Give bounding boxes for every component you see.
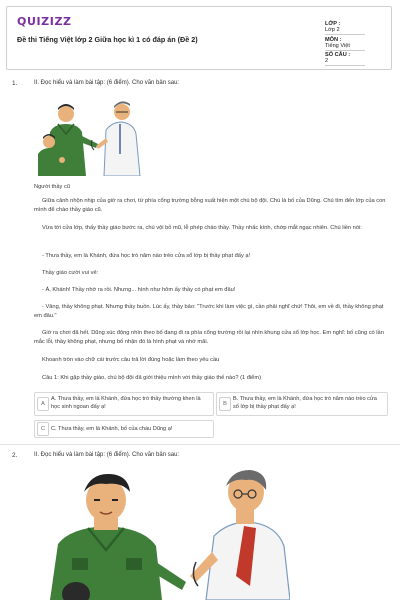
instruction-text: Khoanh tròn vào chữ cái trước câu trả lời đúng hoặc làm theo yêu cầu	[42, 357, 220, 363]
page-title: Đề thi Tiếng Việt lớp 2 Giữa học kì 1 có đáp án (Đề 2)	[17, 35, 198, 44]
story-paragraph-5: - À, Khánh! Thầy nhớ ra rồi. Nhưng... hình như hôm ấy thầy có phạt em đâu!	[42, 287, 236, 293]
story-paragraph-6: - Vâng, thầy không phạt. Nhưng thầy buồn. Lúc ấy, thầy bảo: "Trước khi làm việc gì, cần phải nghĩ chứ! Thôi, em về đi, thầy không phạt em đâu."	[34, 304, 384, 319]
story-paragraph-7: Giờ ra chơi đã hết. Dũng xúc động nhìn theo bố đang đi ra phía cổng trường rồi lại nhìn khung cửa sổ lớp học. Em nghĩ: bố cũng có lần mắc lỗi, thầy không phạt, nhưng bố nhận đó là hình phạt và nhớ mãi.	[34, 330, 384, 345]
quizizz-logo: QUIZIZZ	[17, 15, 72, 28]
option-c[interactable]	[34, 420, 214, 438]
question-divider	[0, 444, 400, 445]
option-a-key: A	[37, 397, 49, 411]
option-a-text: A. Thưa thầy, em là Khánh, đứa học trò thầy thường khen là học sinh ngoan đấy ạ!	[51, 396, 201, 410]
option-c-key: C	[37, 422, 49, 436]
option-b[interactable]	[216, 392, 388, 416]
option-b-key: B	[219, 397, 231, 411]
question-2-heading: II. Đọc hiểu và làm bài tập: (6 điểm). Cho văn bản sau:	[34, 452, 180, 458]
question-1-heading: II. Đọc hiểu và làm bài tập: (6 điểm). Cho văn bản sau:	[34, 80, 180, 86]
option-b-text: B. Thưa thầy, em là Khánh, đứa học trò năm nào trèo cửa sổ lớp bị thầy phạt đấy ạ!	[233, 396, 377, 410]
meta-count-label: SỐ CÂU :	[325, 52, 351, 58]
meta-count-value: 2	[325, 58, 365, 66]
question-1-number: 1.	[12, 80, 18, 87]
story-paragraph-2: Vừa tới cửa lớp, thấy thầy giáo bước ra, chú vội bỏ mũ, lễ phép chào thầy. Thầy nhấc kính, chớp mắt ngạc nhiên. Chú liền nói:	[42, 225, 362, 231]
story-paragraph-3: - Thưa thầy, em là Khánh, đứa học trò năm nào trèo cửa sổ lớp bị thầy phạt đấy ạ!	[42, 253, 251, 259]
meta-count	[325, 52, 391, 66]
story-paragraph-4: Thầy giáo cười vui vẻ:	[42, 270, 99, 276]
question-2-number: 2.	[12, 452, 18, 459]
story-paragraph-1: Giữa cảnh nhộn nhịp của giờ ra chơi, từ phía cổng trường bỗng xuất hiện một chú bộ đội. Chú là bố của Dũng. Chú tìm đến lớp của con mình để chào thầy giáo cũ.	[34, 198, 386, 213]
meta-subject-label: MÔN :	[325, 37, 342, 43]
meta-grade	[325, 21, 391, 35]
meta-subject-value: Tiếng Việt	[325, 43, 365, 51]
header-card	[6, 6, 392, 70]
question-1-prompt: Câu 1: Khi gặp thầy giáo, chú bộ đội đã giới thiệu mình với thầy giáo thế nào? (1 điểm)	[42, 375, 261, 381]
option-a[interactable]	[34, 392, 214, 416]
meta-grade-value: Lớp 2	[325, 27, 365, 35]
meta-subject	[325, 37, 391, 51]
illustration-soldier-teacher	[36, 94, 144, 176]
meta-grade-label: LỚP :	[325, 21, 341, 27]
option-c-text: C. Thưa thầy, em là Khánh, bố của cháu Dũng ạ!	[51, 426, 173, 432]
illustration-soldier-teacher-large	[36, 466, 290, 600]
story-title: Người thầy cũ	[34, 184, 70, 190]
